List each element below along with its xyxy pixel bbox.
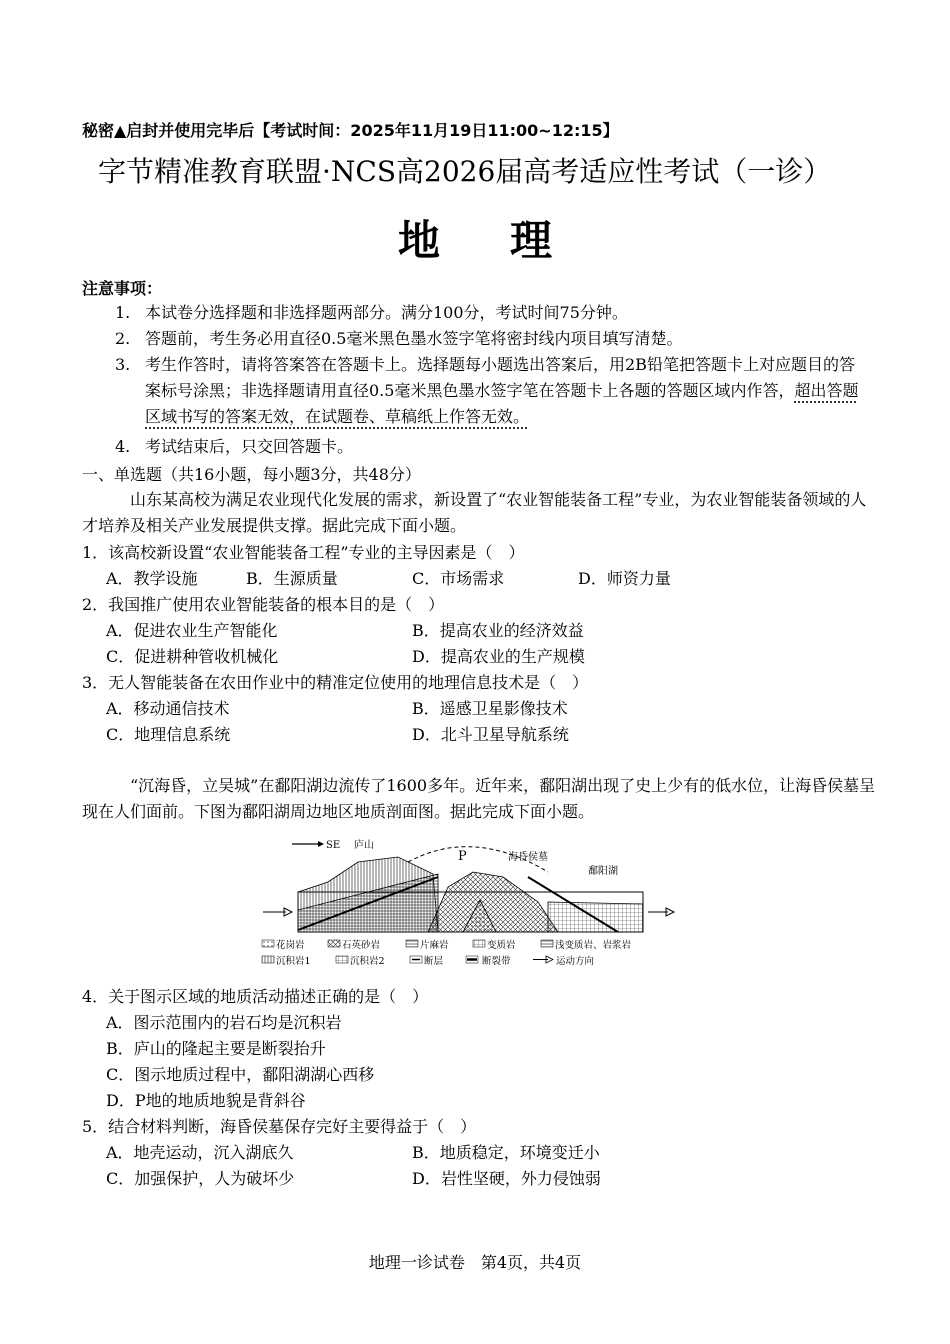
note-number: 1. bbox=[115, 303, 131, 322]
q4-option-a: A．图示范围内的岩石均是沉积岩 bbox=[106, 1013, 342, 1032]
q1-option-d: D．师资力量 bbox=[578, 569, 671, 588]
q5-option-c: C．加强保护，人为破坏少 bbox=[106, 1169, 295, 1188]
material-2: “沉海昏，立吴城”在鄱阳湖边流传了1600多年。近年来，鄱阳湖出现了史上少有的低水位，让海昏侯墓呈现在人们面前。下图为鄱阳湖周边地区地质剖面图。据此完成下面小题。 bbox=[82, 776, 876, 821]
q1-option-c: C．市场需求 bbox=[412, 569, 505, 588]
label-poyang-lake: 鄱阳湖 bbox=[588, 866, 618, 877]
legend-sedimentary-2: 沉积岩2 bbox=[350, 956, 385, 967]
q1-option-a: A．教学设施 bbox=[106, 569, 198, 588]
note-item bbox=[115, 352, 859, 426]
q3-option-a: A．移动通信技术 bbox=[106, 699, 230, 718]
note-number: 2. bbox=[115, 329, 131, 348]
legend-fracture-zone: 断裂带 bbox=[482, 956, 511, 967]
note-item bbox=[115, 326, 683, 352]
q2-option-c: C．促进耕种管收机械化 bbox=[106, 647, 279, 666]
note-emphasis: 超出答题区域书写的答案无效，在试题卷、草稿纸上作答无效。 bbox=[145, 381, 859, 426]
section-heading: 一、单选题（共16小题，每小题3分，共48分） bbox=[82, 465, 421, 484]
material-1: 山东某高校为满足农业现代化发展的需求，新设置了“农业智能装备工程”专业，为农业智能装备领域的人才培养及相关产业发展提供支撑。据此完成下面小题。 bbox=[82, 490, 867, 535]
q5-option-b: B．地质稳定，环境变迁小 bbox=[412, 1143, 600, 1162]
confidential-header: 秘密▲启封并使用完毕后【考试时间：2025年11月19日11:00~12:15】 bbox=[82, 121, 619, 140]
label-se: SE bbox=[326, 840, 341, 851]
q4-option-b: B．庐山的隆起主要是断裂抬升 bbox=[106, 1039, 326, 1058]
se-direction-arrow bbox=[292, 841, 324, 847]
legend-low-grade-metamorphic: 浅变质岩、岩浆岩 bbox=[555, 940, 632, 951]
note-number: 4. bbox=[115, 437, 131, 456]
q3-option-d: D．北斗卫星导航系统 bbox=[412, 725, 569, 744]
notes-heading: 注意事项： bbox=[82, 279, 163, 298]
legend-motion-direction: 运动方向 bbox=[556, 956, 595, 967]
note-item bbox=[115, 300, 628, 326]
subject-title: 地理 bbox=[397, 216, 622, 265]
q3-option-b: B．遥感卫星影像技术 bbox=[412, 699, 568, 718]
q1-option-b: B．生源质量 bbox=[246, 569, 338, 588]
legend-sedimentary-1: 沉积岩1 bbox=[276, 956, 311, 967]
legend-metamorphic: 变质岩 bbox=[487, 940, 516, 951]
q5-option-d: D．岩性坚硬，外力侵蚀弱 bbox=[412, 1169, 601, 1188]
question-4-stem: 4．关于图示区域的地质活动描述正确的是（ ） bbox=[82, 987, 429, 1006]
page-footer: 地理一诊试卷 第4页，共4页 bbox=[368, 1253, 582, 1272]
note-text: 答题前，考生务必用直径0.5毫米黑色墨水签字笔将密封线内项目填写清楚。 bbox=[145, 329, 683, 348]
legend-gneiss: 片麻岩 bbox=[420, 940, 449, 951]
label-tomb: 海昏侯墓 bbox=[508, 852, 548, 863]
label-p: P bbox=[458, 849, 467, 864]
legend-fault: 断层 bbox=[424, 956, 444, 967]
geologic-cross-section-figure bbox=[258, 832, 678, 974]
question-2-stem: 2．我国推广使用农业智能装备的根本目的是（ ） bbox=[82, 595, 445, 614]
q2-option-a: A．促进农业生产智能化 bbox=[106, 621, 278, 640]
question-3-stem: 3．无人智能装备在农田作业中的精准定位使用的地理信息技术是（ ） bbox=[82, 673, 589, 692]
exam-title: 字节精准教育联盟·NCS高2026届高考适应性考试（一诊） bbox=[98, 155, 832, 188]
question-1-stem: 1．该高校新设置“农业智能装备工程”专业的主导因素是（ ） bbox=[82, 543, 525, 562]
legend-quartz-sandstone: 石英砂岩 bbox=[342, 940, 381, 951]
figure-legend bbox=[262, 939, 632, 967]
q2-option-d: D．提高农业的生产规模 bbox=[412, 647, 585, 666]
note-item bbox=[115, 434, 354, 460]
q3-option-c: C．地理信息系统 bbox=[106, 725, 231, 744]
label-lushan: 庐山 bbox=[354, 840, 374, 851]
q5-option-a: A．地壳运动，沉入湖底久 bbox=[106, 1143, 294, 1162]
q4-option-c: C．图示地质过程中，鄱阳湖湖心西移 bbox=[106, 1065, 375, 1084]
note-number: 3. bbox=[115, 355, 131, 374]
question-5-stem: 5．结合材料判断，海昏侯墓保存完好主要得益于（ ） bbox=[82, 1117, 477, 1136]
note-text-main: 考生作答时，请将答案答在答题卡上。选择题每小题选出答案后，用2B铅笔把答题卡上对应题目的答案标号涂黑；非选择题请用直径0.5毫米黑色墨水签字笔在答题卡上各题的答题区域内作答， bbox=[145, 355, 855, 400]
legend-granite: 花岗岩 bbox=[276, 940, 305, 951]
note-text: 本试卷分选择题和非选择题两部分。满分100分，考试时间75分钟。 bbox=[145, 303, 628, 322]
note-text bbox=[145, 352, 865, 430]
q4-option-d: D．P地的地质地貌是背斜谷 bbox=[106, 1091, 306, 1110]
note-text: 考试结束后，只交回答题卡。 bbox=[145, 437, 354, 456]
q2-option-b: B．提高农业的经济效益 bbox=[412, 621, 584, 640]
